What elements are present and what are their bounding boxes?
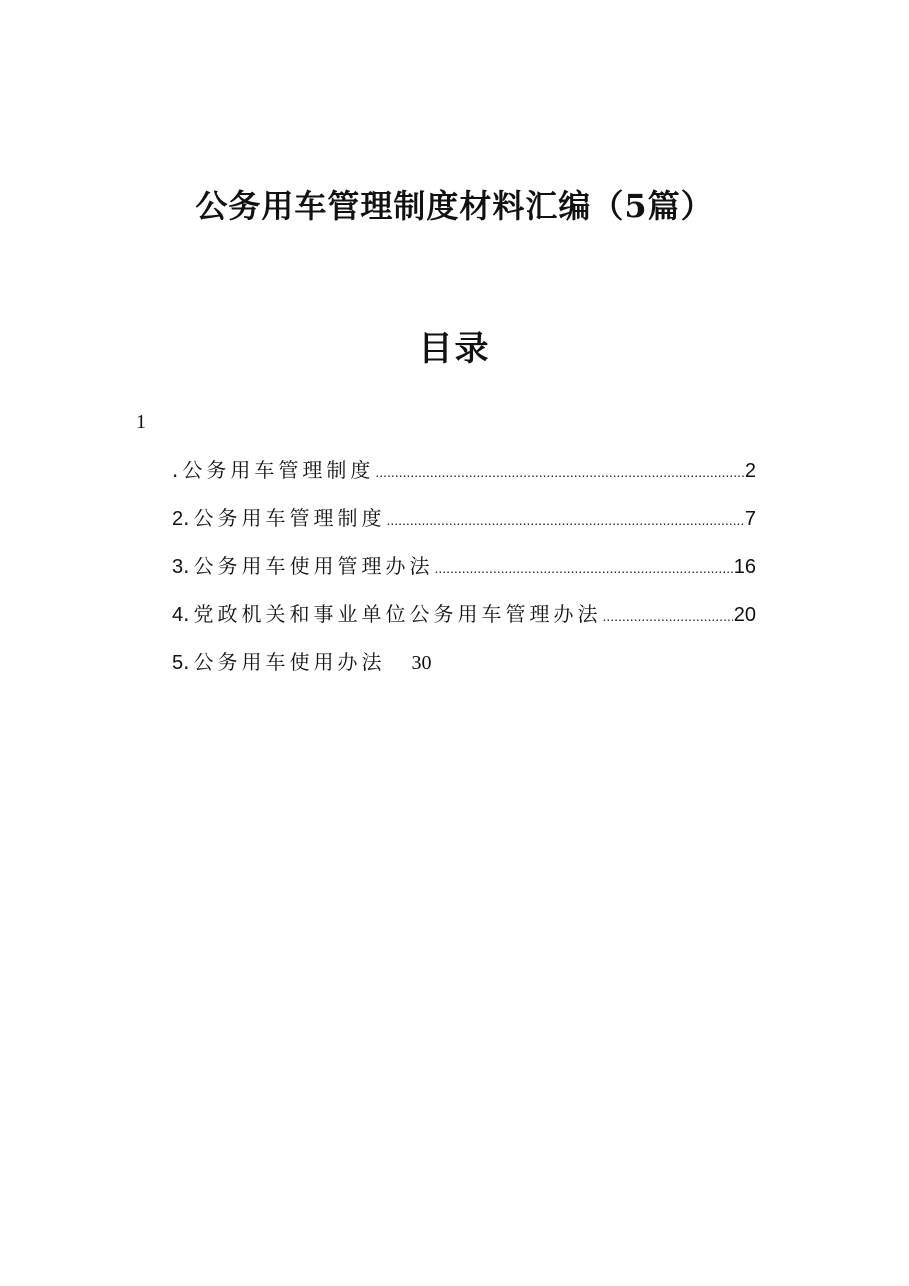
toc-entry-page: 20 [733, 604, 756, 626]
toc-leader-dots [602, 598, 732, 634]
stray-number: 1 [136, 411, 146, 433]
toc-entry-number: 5 [172, 652, 184, 674]
toc-entry[interactable] [172, 452, 756, 500]
toc-entry[interactable] [172, 596, 756, 644]
toc-entry-label: .公务用车管理制度 [172, 458, 375, 482]
toc-heading: 目录 [418, 329, 491, 369]
toc-entry-label: .公务用车管理制度 [183, 506, 386, 530]
toc-leader-dots [386, 502, 743, 538]
toc-entry[interactable] [172, 500, 756, 548]
toc-entry[interactable] [172, 548, 756, 596]
toc-entry-label: .公务用车使用办法 [183, 650, 386, 674]
table-of-contents [172, 452, 756, 692]
toc-entry-page: 30 [411, 652, 432, 674]
toc-leader-dots [434, 550, 732, 586]
document-title: 公务用车管理制度材料汇编（5篇） [195, 187, 714, 225]
toc-entry-number: 4 [172, 604, 184, 626]
toc-leader-dots [375, 454, 744, 490]
toc-entry-page: 7 [744, 508, 756, 530]
toc-entry-number: 3 [172, 556, 184, 578]
toc-entry-page: 2 [744, 460, 756, 482]
toc-entry-page: 16 [733, 556, 756, 578]
toc-entry[interactable] [172, 644, 756, 692]
toc-entry-label: .公务用车使用管理办法 [183, 554, 434, 578]
toc-entry-label: .党政机关和事业单位公务用车管理办法 [183, 602, 602, 626]
toc-entry-number: 2 [172, 508, 184, 530]
